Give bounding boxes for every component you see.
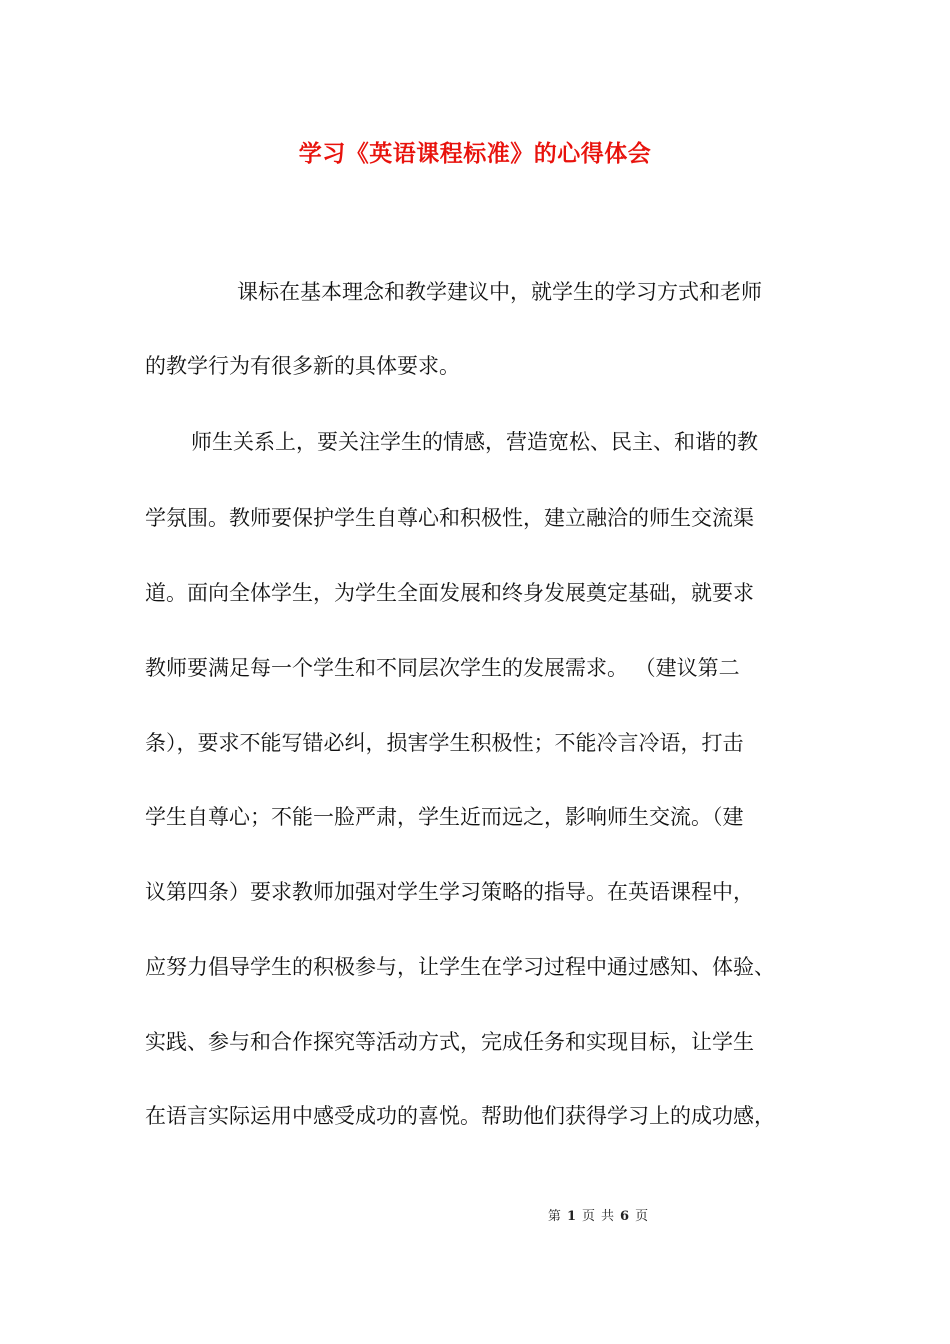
paragraph-2-line-5: 条），要求不能写错必纠，损害学生积极性；不能冷言冷语，打击	[145, 731, 744, 755]
footer-suffix: 页	[635, 1209, 649, 1224]
page-footer	[0, 1207, 950, 1227]
paragraph-2-line-6: 学生自尊心；不能一脸严肃，学生近而远之，影响师生交流。（建	[145, 805, 744, 829]
paragraph-2-line-3: 道。面向全体学生，为学生全面发展和终身发展奠定基础，就要求	[145, 581, 754, 605]
paragraph-2-line-7: 议第四条）要求教师加强对学生学习策略的指导。在英语课程中，	[145, 880, 754, 904]
paragraph-2-line-8: 应努力倡导学生的积极参与，让学生在学习过程中通过感知、体验、	[145, 955, 775, 979]
paragraph-2-line-1: 师生关系上，要关注学生的情感，营造宽松、民主、和谐的教	[191, 430, 758, 454]
footer-total-word: 共	[601, 1209, 615, 1224]
paragraph-2-line-10: 在语言实际运用中感受成功的喜悦。帮助他们获得学习上的成功感，	[145, 1104, 775, 1128]
footer-page-word: 页	[581, 1209, 595, 1224]
document-title: 学习《英语课程标准》的心得体会	[298, 140, 652, 167]
paragraph-2-line-9: 实践、参与和合作探究等活动方式，完成任务和实现目标，让学生	[145, 1030, 754, 1054]
paragraph-2-line-4: 教师要满足每一个学生和不同层次学生的发展需求。 （建议第二	[145, 656, 740, 680]
footer-prefix: 第	[547, 1209, 561, 1224]
paragraph-1-line-1: 课标在基本理念和教学建议中，就学生的学习方式和老师	[237, 280, 762, 304]
paragraph-2-line-2: 学氛围。教师要保护学生自尊心和积极性，建立融洽的师生交流渠	[145, 506, 754, 530]
footer-total-pages: 6	[620, 1209, 630, 1224]
footer-current-page: 1	[566, 1209, 576, 1224]
paragraph-1-line-2: 的教学行为有很多新的具体要求。	[145, 354, 460, 378]
